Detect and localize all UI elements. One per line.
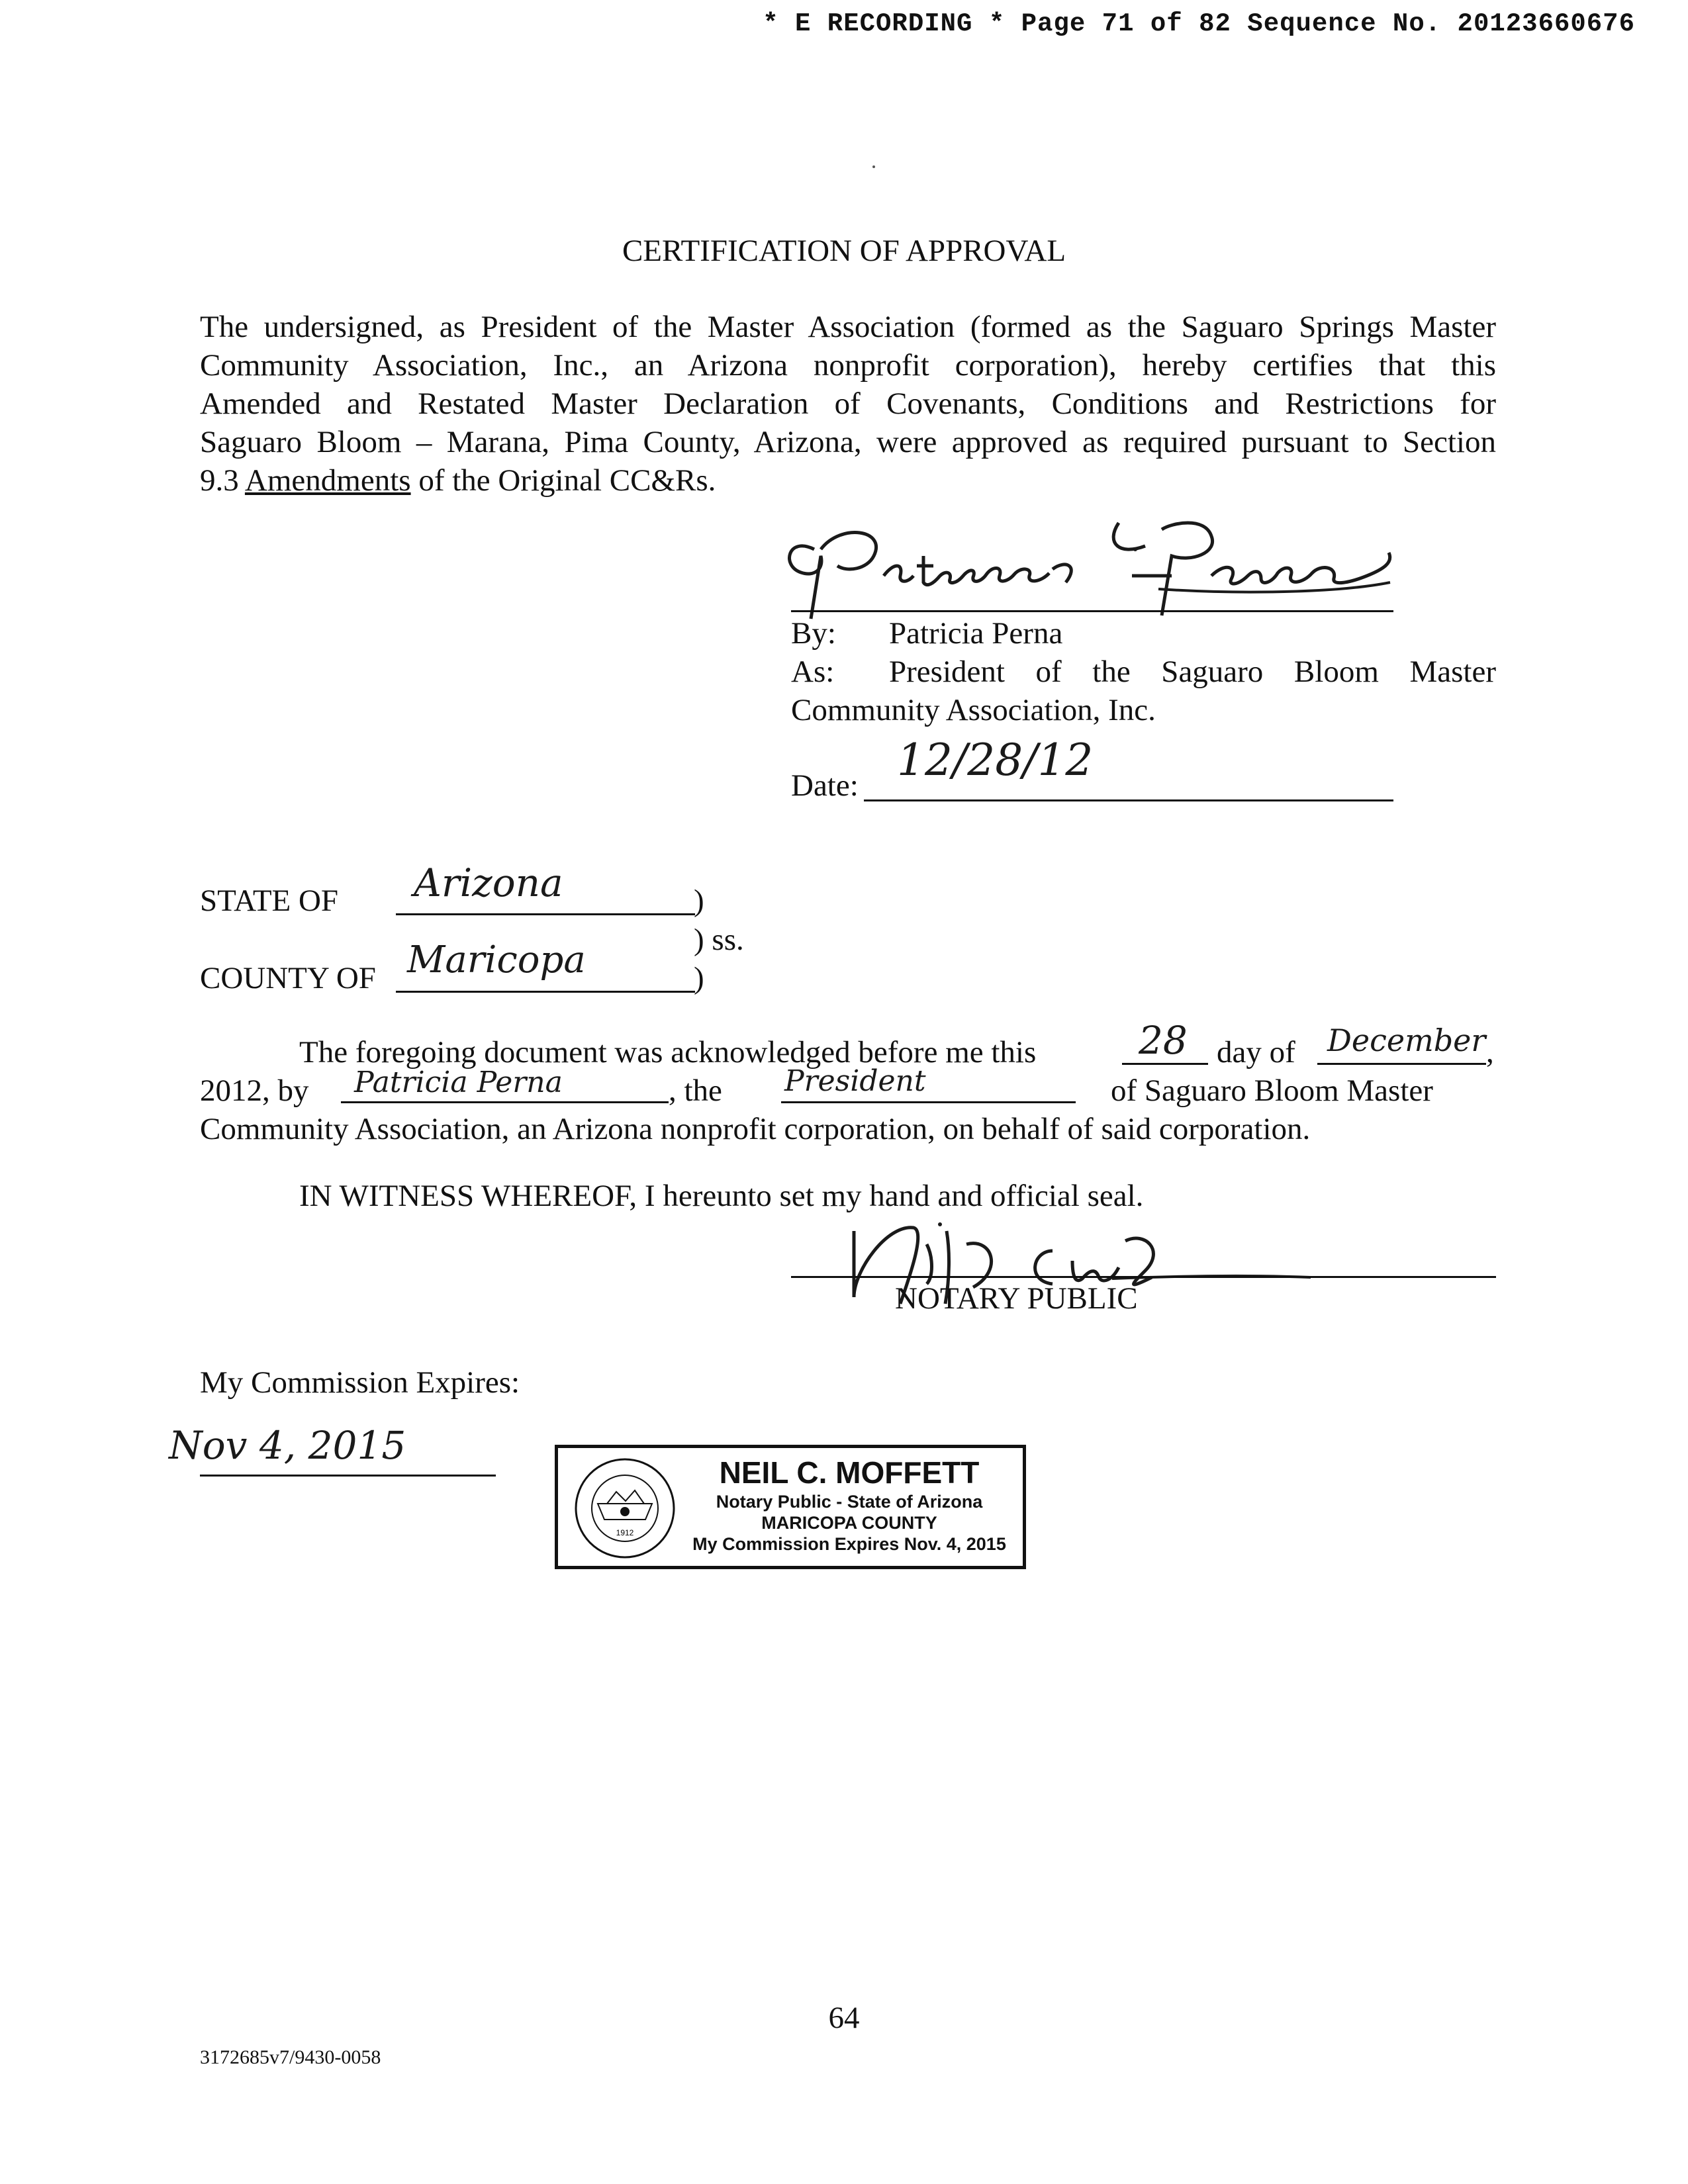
certification-line: The undersigned, as President of the Master Association (formed as the Saguaro Springs Master xyxy=(200,310,1496,344)
seal-name: NEIL C. MOFFETT xyxy=(719,1455,980,1490)
witness-line: IN WITNESS WHEREOF, I hereunto set my hand and official seal. xyxy=(299,1179,1144,1213)
state-handwritten: Arizona xyxy=(414,860,563,905)
paren: ) xyxy=(694,884,704,918)
county-label: COUNTY OF xyxy=(200,961,376,995)
county-line xyxy=(396,991,695,993)
date-handwritten: 12/28/12 xyxy=(897,735,1094,786)
day-handwritten: 28 xyxy=(1139,1018,1188,1063)
certification-last-line xyxy=(200,461,1496,500)
by-value: Patricia Perna xyxy=(889,616,1063,651)
seal-line2: MARICOPA COUNTY xyxy=(761,1513,937,1533)
text-suffix: of the Original CC&Rs. xyxy=(410,463,716,498)
page-number: 64 xyxy=(828,2001,860,2035)
ack-text: of Saguaro Bloom Master xyxy=(1111,1073,1433,1108)
notary-line xyxy=(791,1276,1496,1278)
signature-line xyxy=(791,610,1393,612)
ack-text: day of xyxy=(1217,1035,1295,1069)
state-line xyxy=(396,913,695,915)
president-signature xyxy=(774,510,1423,622)
recording-header: * E RECORDING * Page 71 of 82 Sequence No. 20123660676 xyxy=(763,9,1635,38)
ack-text: Community Association, an Arizona nonprofit corporation, on behalf of said corporation. xyxy=(200,1112,1311,1146)
state-seal-emblem xyxy=(573,1456,677,1561)
certification-line: Saguaro Bloom – Marana, Pima County, Arizona, were approved as required pursuant to Section xyxy=(200,425,1496,459)
date-label: Date: xyxy=(791,768,859,803)
title-handwritten: President xyxy=(784,1064,926,1098)
commission-handwritten: Nov 4, 2015 xyxy=(169,1423,406,1468)
as-value: President of the Saguaro Bloom Master xyxy=(889,655,1496,689)
page-title: CERTIFICATION OF APPROVAL xyxy=(622,234,1066,268)
seal-line3: My Commission Expires Nov. 4, 2015 xyxy=(692,1534,1006,1554)
county-handwritten: Maricopa xyxy=(407,938,586,981)
ss-label: ) ss. xyxy=(694,923,744,957)
name-line xyxy=(341,1101,669,1103)
as-label: As: xyxy=(791,655,835,689)
by-label: By: xyxy=(791,616,836,651)
ack-text: , xyxy=(1486,1035,1494,1069)
month-line xyxy=(1317,1063,1486,1065)
commission-line xyxy=(200,1475,496,1477)
month-handwritten: December xyxy=(1327,1023,1486,1058)
notary-seal-stamp xyxy=(555,1445,1026,1569)
ack-text: The foregoing document was acknowledged before me this xyxy=(299,1035,1037,1069)
ack-text: 2012, by xyxy=(200,1073,309,1108)
seal-line1: Notary Public - State of Arizona xyxy=(716,1492,983,1512)
amendments-underlined: Amendments xyxy=(244,463,411,498)
certification-line: Amended and Restated Master Declaration of Covenants, Conditions and Restrictions for xyxy=(200,387,1496,421)
text-prefix: 9.3 xyxy=(200,463,245,498)
date-line xyxy=(864,799,1393,801)
scan-speck xyxy=(872,165,875,168)
title-line xyxy=(781,1101,1076,1103)
day-line xyxy=(1122,1063,1208,1065)
as-value-continued: Community Association, Inc. xyxy=(791,693,1156,727)
commission-label: My Commission Expires: xyxy=(200,1365,520,1400)
certification-line: Community Association, Inc., an Arizona nonprofit corporation), hereby certifies that this xyxy=(200,348,1496,383)
seal-emblem-year: 1912 xyxy=(616,1528,634,1537)
document-id: 3172685v7/9430-0058 xyxy=(200,2046,381,2068)
paren: ) xyxy=(694,961,704,995)
ack-text: , the xyxy=(669,1073,722,1108)
notary-label: NOTARY PUBLIC xyxy=(895,1281,1138,1316)
name-handwritten: Patricia Perna xyxy=(354,1066,563,1099)
state-label: STATE OF xyxy=(200,884,339,918)
